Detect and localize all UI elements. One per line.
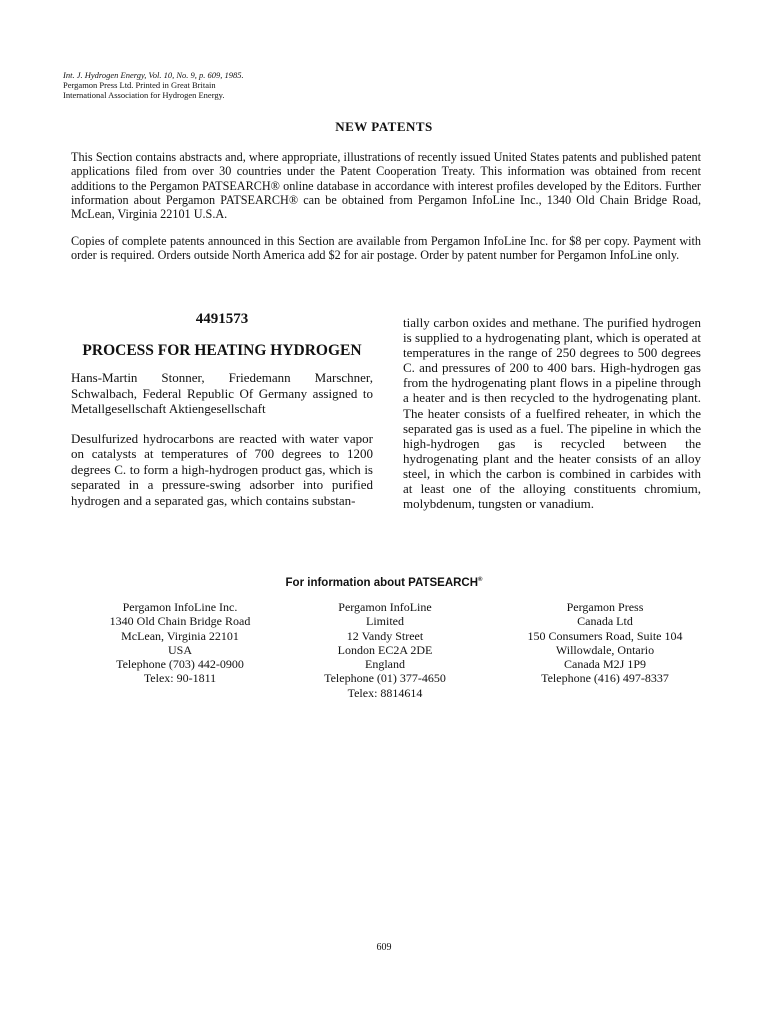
patent-inventors: Hans-Martin Stonner, Friedemann Marschner, Schwalbach, Federal Republic Of Germany assigned to Metallgesellschaft Aktiengesellschaft	[71, 370, 373, 416]
contact-line: Canada M2J 1P9	[564, 657, 646, 672]
contact-line: Telephone (01) 377-4650	[324, 671, 446, 686]
contact-line: Telephone (416) 497-8337	[541, 671, 669, 686]
association-line: International Association for Hydrogen Energy.	[63, 90, 225, 100]
info-heading	[0, 577, 768, 589]
registered-mark: ®	[478, 577, 483, 584]
contact-line: Willowdale, Ontario	[555, 642, 655, 657]
contact-line: USA	[167, 642, 192, 657]
contact-line: Canada Ltd	[577, 614, 633, 629]
patent-abstract-part-2: tially carbon oxides and methane. The purified hydrogen is supplied to a hydrogenating plant, which is operated at temperatures in the range of 250 degrees to 500 degrees C. and pressures of 200 to 400 bars. High-hydrogen gas from the hydrogenating plant flows in a pipeline through a heater and is then recycled to the hydrogenating plant. The heater consists of a fuelfired reheater, in which the separated gas is used as a fuel. The pipeline in which the high-hydrogen gas is recycled between the hydrogenating plant and the heater consists of an alloy steel, in which the carbon is combined in carbides with at least one of the alloying constituents chromium, molybdenum, tungsten or vanadium.	[403, 315, 701, 512]
contact-block-press-canada	[490, 600, 720, 686]
contact-line: 1340 Old Chain Bridge Road	[109, 614, 251, 629]
publisher-line: Pergamon Press Ltd. Printed in Great Britain	[63, 80, 216, 90]
journal-header	[63, 70, 244, 100]
journal-citation: Int. J. Hydrogen Energy, Vol. 10, No. 9, p. 609, 1985.	[63, 70, 244, 80]
contact-line: 12 Vandy Street	[346, 628, 424, 643]
contact-line: England	[365, 657, 405, 672]
patent-title: PROCESS FOR HEATING HYDROGEN	[82, 342, 362, 359]
contact-line: Telephone (703) 442-0900	[116, 657, 244, 672]
info-heading-text: For information about PATSEARCH	[285, 577, 479, 589]
left-column	[71, 311, 373, 508]
contact-block-infoline-ltd	[290, 600, 480, 700]
patent-abstract-part-1: Desulfurized hydrocarbons are reacted with water vapor on catalysts at temperatures of 700 degrees to 1200 degrees C. to form a high-hydrogen product gas, which is separated in a pressure-swing adsorber into purified hydrogen and a separated gas, which contains substan-	[71, 430, 373, 508]
contact-line: Pergamon Press	[566, 600, 644, 614]
contact-line: Limited	[366, 614, 404, 629]
contact-line: Pergamon InfoLine Inc.	[122, 600, 238, 614]
contact-line: Telex: 90-1811	[143, 671, 217, 686]
intro-paragraph-2: Copies of complete patents announced in this Section are available from Pergamon InfoLine Inc. for $8 per copy. Payment with order is required. Orders outside North America add $2 for air postage. Order by patent number for Pergamon InfoLine only.	[71, 234, 701, 263]
contact-line: London EC2A 2DE	[337, 642, 433, 657]
patent-number: 4491573	[195, 311, 249, 327]
page-number: 609	[376, 942, 392, 953]
contact-line: 150 Consumers Road, Suite 104	[527, 628, 683, 643]
section-title: NEW PATENTS	[335, 119, 433, 134]
contact-line: McLean, Virginia 22101	[121, 628, 239, 643]
contact-block-infoline-inc	[80, 600, 280, 686]
contact-line: Telex: 8814614	[347, 685, 423, 700]
intro-paragraph-1: This Section contains abstracts and, where appropriate, illustrations of recently issued United States patents and published patent applications filed from over 30 countries under the Patent Cooperation Treaty. This information was obtained from recent additions to the Pergamon PATSEARCH® online database in accordance with interest profiles developed by the Editors. Further information about Pergamon PATSEARCH® can be obtained from Pergamon InfoLine Inc., 1340 Old Chain Bridge Road, McLean, Virginia 22101 U.S.A.	[71, 150, 701, 222]
contact-line: Pergamon InfoLine	[338, 600, 432, 614]
